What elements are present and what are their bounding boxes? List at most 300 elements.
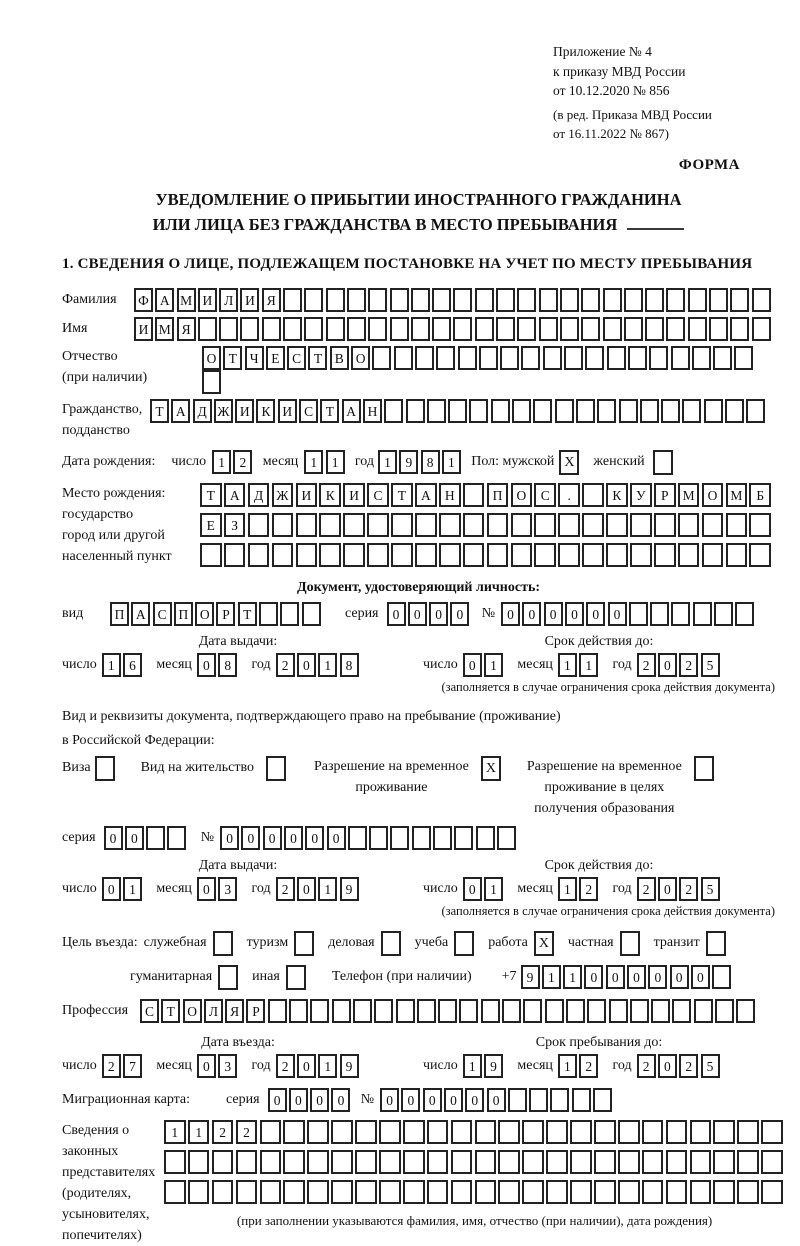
form-cell bbox=[517, 317, 536, 341]
form-cell: 2 bbox=[212, 1120, 234, 1144]
form-cell bbox=[500, 346, 519, 370]
stay-month-cells bbox=[558, 1054, 601, 1078]
form-cell: И bbox=[134, 317, 153, 341]
form-title bbox=[62, 188, 775, 238]
form-cell bbox=[268, 999, 287, 1023]
form-cell: 9 bbox=[340, 1054, 359, 1078]
form-cell bbox=[458, 346, 477, 370]
day-label: число bbox=[62, 1058, 97, 1074]
patronymic-row bbox=[62, 346, 775, 394]
form-cell bbox=[272, 513, 294, 537]
form-cell: 9 bbox=[484, 1054, 503, 1078]
res-nomer-cells bbox=[220, 826, 518, 850]
form-cell bbox=[630, 543, 652, 567]
form-cell bbox=[678, 513, 700, 537]
phone-label: Телефон (при наличии) bbox=[331, 969, 472, 985]
res-valid-year-cells bbox=[637, 877, 722, 901]
form-cell bbox=[709, 317, 728, 341]
patronymic-cells bbox=[202, 346, 775, 394]
form-cell: И bbox=[296, 483, 318, 507]
form-cell bbox=[469, 399, 488, 423]
form-cell bbox=[394, 346, 413, 370]
form-cell bbox=[545, 999, 564, 1023]
day-label: число bbox=[423, 656, 458, 672]
form-cell bbox=[629, 602, 648, 626]
doc-issue-col bbox=[62, 634, 414, 677]
form-cell bbox=[618, 1120, 640, 1144]
form-cell bbox=[593, 1088, 612, 1112]
form-cell: . bbox=[558, 483, 580, 507]
legal-reps-label-line1: Сведения о bbox=[62, 1123, 130, 1139]
res-dates bbox=[62, 858, 775, 901]
phone-cells bbox=[521, 965, 734, 989]
form-cell bbox=[390, 826, 409, 850]
form-cell bbox=[496, 288, 515, 312]
form-cell bbox=[666, 1180, 688, 1204]
form-cell: 2 bbox=[679, 877, 698, 901]
form-cell bbox=[603, 288, 622, 312]
form-cell bbox=[746, 399, 765, 423]
form-cell: С bbox=[153, 602, 172, 626]
checkbox-purpose-inaya bbox=[286, 965, 306, 990]
sex-female-label: женский bbox=[593, 453, 645, 469]
form-cell: 2 bbox=[579, 1054, 598, 1078]
form-cell: 3 bbox=[218, 877, 237, 901]
year-label: год bbox=[612, 656, 632, 672]
form-cell: 1 bbox=[484, 877, 503, 901]
form-cell bbox=[368, 317, 387, 341]
form-cell: Е bbox=[266, 346, 285, 370]
residence-doc-line1: Вид и реквизиты документа, подтверждающего право на пребывание (проживание) bbox=[62, 708, 561, 724]
form-cell: 0 bbox=[408, 602, 427, 626]
form-cell: 1 bbox=[164, 1120, 186, 1144]
form-cell: 9 bbox=[399, 450, 418, 474]
birth-date-label: Дата рождения: bbox=[62, 453, 156, 469]
form-cell: 0 bbox=[487, 1088, 506, 1112]
form-cell bbox=[624, 288, 643, 312]
form-cell bbox=[403, 1150, 425, 1174]
name-cells bbox=[134, 317, 773, 341]
entry-dates bbox=[62, 1035, 775, 1078]
doc-issue-month-cells bbox=[197, 653, 240, 677]
form-cell: 0 bbox=[197, 653, 216, 677]
form-cell bbox=[343, 543, 365, 567]
form-cell bbox=[581, 317, 600, 341]
temp-permit-label-line1: Разрешение на временное bbox=[313, 759, 469, 775]
form-cell: А bbox=[171, 399, 190, 423]
form-cell: 2 bbox=[637, 1054, 656, 1078]
form-cell bbox=[522, 1120, 544, 1144]
form-cell bbox=[379, 1180, 401, 1204]
birth-place-cells-3 bbox=[200, 543, 773, 567]
form-cell bbox=[630, 999, 649, 1023]
form-cell: О bbox=[702, 483, 724, 507]
form-cell bbox=[749, 543, 771, 567]
form-cell bbox=[487, 543, 509, 567]
form-cell bbox=[761, 1150, 783, 1174]
stay-year-cells bbox=[637, 1054, 722, 1078]
form-cell bbox=[272, 543, 294, 567]
form-cell bbox=[463, 483, 485, 507]
form-cell bbox=[546, 1150, 568, 1174]
edition-block bbox=[553, 106, 743, 144]
form-cell: 0 bbox=[463, 653, 482, 677]
form-cell bbox=[374, 999, 393, 1023]
birth-place-label-line1: Место рождения: bbox=[62, 485, 166, 501]
form-cell: Р bbox=[654, 483, 676, 507]
form-cell bbox=[752, 288, 771, 312]
form-cell bbox=[476, 826, 495, 850]
form-cell bbox=[296, 543, 318, 567]
form-title-line2 bbox=[62, 213, 775, 238]
form-cell: 1 bbox=[542, 965, 561, 989]
form-cell: 1 bbox=[558, 877, 577, 901]
form-cell bbox=[224, 543, 246, 567]
form-cell: С bbox=[140, 999, 159, 1023]
temp-permit-edu-label-line1: Разрешение на временное bbox=[526, 759, 682, 775]
form-cell: И bbox=[240, 288, 259, 312]
form-cell: О bbox=[195, 602, 214, 626]
surname-cells bbox=[134, 288, 773, 312]
citizenship-label-line2: подданство bbox=[62, 422, 130, 438]
appendix-block bbox=[553, 42, 743, 143]
form-cell bbox=[283, 1180, 305, 1204]
form-cell bbox=[390, 288, 409, 312]
form-cell bbox=[498, 1120, 520, 1144]
form-cell bbox=[439, 513, 461, 537]
citizenship-row bbox=[62, 399, 775, 441]
form-cell: З bbox=[224, 513, 246, 537]
doc-issue-group bbox=[62, 653, 414, 677]
form-cell: Ж bbox=[214, 399, 233, 423]
form-cell bbox=[624, 317, 643, 341]
form-cell: 0 bbox=[658, 653, 677, 677]
form-cell: 0 bbox=[658, 877, 677, 901]
month-label: месяц bbox=[517, 1058, 553, 1074]
form-cell bbox=[534, 543, 556, 567]
form-cell: У bbox=[630, 483, 652, 507]
form-cell: 0 bbox=[463, 877, 482, 901]
form-cell bbox=[188, 1180, 210, 1204]
form-cell: Ф bbox=[134, 288, 153, 312]
form-cell: 6 bbox=[123, 653, 142, 677]
stay-until-group bbox=[423, 1054, 775, 1078]
form-cell bbox=[260, 1180, 282, 1204]
form-cell bbox=[331, 1120, 353, 1144]
year-label: год bbox=[251, 881, 271, 897]
form-cell: 0 bbox=[429, 602, 448, 626]
form-cell: Т bbox=[238, 602, 257, 626]
edition-line: (в ред. Приказа МВД России bbox=[553, 106, 712, 122]
form-cell bbox=[319, 513, 341, 537]
form-cell: Т bbox=[200, 483, 222, 507]
residence-doc-paragraph bbox=[62, 705, 775, 753]
entry-date-group bbox=[62, 1054, 414, 1078]
form-cell: 1 bbox=[563, 965, 582, 989]
form-title-line1: УВЕДОМЛЕНИЕ О ПРИБЫТИИ ИНОСТРАННОГО ГРАЖДАНИНА bbox=[155, 190, 682, 210]
form-cell: 0 bbox=[284, 826, 303, 850]
form-cell: 0 bbox=[197, 1054, 216, 1078]
permit-options-row bbox=[62, 756, 775, 819]
form-cell bbox=[432, 288, 451, 312]
form-cell bbox=[307, 1180, 329, 1204]
legal-reps-label bbox=[62, 1120, 164, 1246]
form-cell bbox=[560, 317, 579, 341]
month-label: месяц bbox=[156, 881, 192, 897]
form-cell: 8 bbox=[421, 450, 440, 474]
form-cell bbox=[725, 399, 744, 423]
form-cell: 1 bbox=[442, 450, 461, 474]
form-cell bbox=[606, 513, 628, 537]
month-label: месяц bbox=[517, 656, 553, 672]
form-cell bbox=[248, 543, 270, 567]
form-cell: 0 bbox=[297, 653, 316, 677]
form-cell bbox=[454, 826, 473, 850]
form-cell bbox=[702, 513, 724, 537]
form-cell: 0 bbox=[401, 1088, 420, 1112]
res-valid-day-cells bbox=[463, 877, 506, 901]
checkbox-female bbox=[653, 450, 673, 475]
form-cell bbox=[415, 346, 434, 370]
migr-seriya-label: серия bbox=[226, 1092, 260, 1108]
form-cell bbox=[649, 346, 668, 370]
appendix-line: от 10.12.2020 № 856 bbox=[553, 83, 670, 99]
form-cell bbox=[688, 288, 707, 312]
form-cell bbox=[603, 317, 622, 341]
visa-label: Виза bbox=[62, 760, 91, 776]
form-cell bbox=[713, 1120, 735, 1144]
form-cell bbox=[403, 1120, 425, 1144]
form-cell: 2 bbox=[102, 1054, 121, 1078]
profession-cells bbox=[140, 999, 758, 1023]
form-cell bbox=[347, 317, 366, 341]
form-cell: Ж bbox=[272, 483, 294, 507]
day-label: число bbox=[423, 881, 458, 897]
form-cell bbox=[417, 999, 436, 1023]
form-cell: 7 bbox=[123, 1054, 142, 1078]
purpose-item-label: работа bbox=[488, 935, 528, 951]
form-cell bbox=[661, 399, 680, 423]
entry-date-col bbox=[62, 1035, 414, 1078]
form-cell: 0 bbox=[586, 602, 605, 626]
form-cell bbox=[570, 1120, 592, 1144]
form-cell bbox=[713, 1180, 735, 1204]
legal-reps-row bbox=[62, 1120, 775, 1246]
form-cell: Н bbox=[363, 399, 382, 423]
form-cell bbox=[539, 317, 558, 341]
form-cell: И bbox=[235, 399, 254, 423]
form-cell: 1 bbox=[579, 653, 598, 677]
entry-day-cells bbox=[102, 1054, 145, 1078]
form-cell: К bbox=[606, 483, 628, 507]
checkbox-temp-permit-edu bbox=[694, 756, 714, 781]
form-cell bbox=[564, 346, 583, 370]
month-label: месяц bbox=[262, 453, 299, 469]
checkbox-purpose-chastnaya bbox=[620, 931, 640, 956]
form-cell bbox=[304, 288, 323, 312]
form-cell bbox=[566, 999, 585, 1023]
form-cell bbox=[570, 1150, 592, 1174]
form-cell: 0 bbox=[627, 965, 646, 989]
form-cell bbox=[296, 513, 318, 537]
form-cell bbox=[581, 288, 600, 312]
legal-reps-label-line2: законных bbox=[62, 1144, 119, 1160]
res-issue-head: Дата выдачи: bbox=[198, 858, 278, 874]
form-cell bbox=[606, 543, 628, 567]
surname-label: Фамилия bbox=[62, 291, 117, 307]
month-label: месяц bbox=[156, 1058, 192, 1074]
temp-permit-label bbox=[314, 756, 469, 798]
form-cell bbox=[438, 999, 457, 1023]
appendix-line: к приказу МВД России bbox=[553, 63, 686, 79]
form-cell bbox=[307, 1150, 329, 1174]
form-cell bbox=[496, 317, 515, 341]
doc-issue-day-cells bbox=[102, 653, 145, 677]
form-cell bbox=[511, 543, 533, 567]
temp-permit-edu-label-line2: проживание в целях bbox=[544, 780, 665, 796]
checkbox-purpose-rabota: X bbox=[534, 931, 554, 956]
migration-card-label: Миграционная карта: bbox=[62, 1092, 191, 1108]
residence-permit-label: Вид на жительство bbox=[140, 760, 254, 776]
citizenship-cells bbox=[150, 399, 768, 423]
form-cell: П bbox=[174, 602, 193, 626]
res-issue-year-cells bbox=[276, 877, 361, 901]
form-cell bbox=[690, 1120, 712, 1144]
form-cell: Т bbox=[320, 399, 339, 423]
form-cell bbox=[609, 999, 628, 1023]
form-cell: 0 bbox=[125, 826, 144, 850]
edition-line: от 16.11.2022 № 867) bbox=[553, 125, 670, 141]
form-cell bbox=[594, 1120, 616, 1144]
legal-reps-cells-2 bbox=[164, 1150, 785, 1174]
form-cell: Е bbox=[200, 513, 222, 537]
form-cell bbox=[367, 543, 389, 567]
form-cell: Я bbox=[262, 288, 281, 312]
form-cell: 1 bbox=[378, 450, 397, 474]
form-cell bbox=[619, 399, 638, 423]
form-title-line2-text: ИЛИ ЛИЦА БЕЗ ГРАЖДАНСТВА В МЕСТО ПРЕБЫВАНИЯ bbox=[152, 215, 618, 235]
form-cell bbox=[198, 317, 217, 341]
form-cell bbox=[372, 346, 391, 370]
res-valid-head: Срок действия до: bbox=[544, 858, 654, 874]
form-cell bbox=[558, 543, 580, 567]
form-cell bbox=[236, 1180, 258, 1204]
form-cell: П bbox=[110, 602, 129, 626]
form-cell: 0 bbox=[544, 602, 563, 626]
form-cell bbox=[451, 1120, 473, 1144]
form-cell bbox=[391, 543, 413, 567]
form-cell bbox=[202, 370, 221, 394]
day-label: число bbox=[62, 881, 97, 897]
form-cell bbox=[607, 346, 626, 370]
form-cell bbox=[529, 1088, 548, 1112]
form-cell bbox=[693, 602, 712, 626]
form-cell bbox=[714, 602, 733, 626]
form-cell bbox=[730, 288, 749, 312]
form-cell bbox=[240, 317, 259, 341]
form-cell bbox=[672, 999, 691, 1023]
form-cell: 0 bbox=[297, 1054, 316, 1078]
form-cell: 2 bbox=[276, 653, 295, 677]
form-cell bbox=[704, 399, 723, 423]
form-cell bbox=[546, 1180, 568, 1204]
form-cell bbox=[403, 1180, 425, 1204]
form-cell bbox=[367, 513, 389, 537]
form-cell bbox=[585, 346, 604, 370]
form-cell: 0 bbox=[241, 826, 260, 850]
form-cell: А bbox=[131, 602, 150, 626]
res-valid-month-cells bbox=[558, 877, 601, 901]
form-cell: 0 bbox=[327, 826, 346, 850]
temp-permit-label-line2: проживание bbox=[355, 780, 428, 796]
form-cell: 0 bbox=[380, 1088, 399, 1112]
month-label: месяц bbox=[517, 881, 553, 897]
form-cell: 0 bbox=[289, 1088, 308, 1112]
form-cell bbox=[628, 346, 647, 370]
form-cell bbox=[355, 1150, 377, 1174]
form-cell: М bbox=[678, 483, 700, 507]
form-cell bbox=[666, 317, 685, 341]
legal-reps-cells-1 bbox=[164, 1120, 785, 1144]
form-cell: 2 bbox=[276, 877, 295, 901]
appendix-line: Приложение № 4 bbox=[553, 44, 652, 59]
form-cell: О bbox=[183, 999, 202, 1023]
form-cell bbox=[475, 317, 494, 341]
form-cell bbox=[713, 1150, 735, 1174]
form-cell bbox=[594, 1180, 616, 1204]
header bbox=[62, 0, 775, 143]
entry-date-head: Дата въезда: bbox=[201, 1035, 275, 1051]
form-cell bbox=[219, 317, 238, 341]
birth-place-label bbox=[62, 483, 200, 567]
form-cell bbox=[543, 346, 562, 370]
form-cell: Я bbox=[177, 317, 196, 341]
form-cell bbox=[411, 288, 430, 312]
stay-until-head: Срок пребывания до: bbox=[535, 1035, 663, 1051]
form-cell bbox=[512, 399, 531, 423]
form-cell: 0 bbox=[670, 965, 689, 989]
migr-seriya-cells bbox=[268, 1088, 353, 1112]
form-cell: С bbox=[534, 483, 556, 507]
form-cell: Л bbox=[219, 288, 238, 312]
form-cell: 0 bbox=[297, 877, 316, 901]
form-cell bbox=[508, 1088, 527, 1112]
res-valid-group bbox=[423, 877, 775, 901]
form-cell bbox=[692, 346, 711, 370]
birth-place-label-line4: населенный пункт bbox=[62, 548, 172, 564]
form-cell bbox=[642, 1120, 664, 1144]
year-label: год bbox=[251, 656, 271, 672]
sex-male-label: Пол: мужской bbox=[471, 453, 555, 469]
form-cell bbox=[262, 317, 281, 341]
form-cell bbox=[502, 999, 521, 1023]
form-cell: 0 bbox=[104, 826, 123, 850]
patronymic-label-line2: (при наличии) bbox=[62, 369, 148, 385]
birth-place-cells-2 bbox=[200, 513, 773, 537]
form-cell bbox=[283, 317, 302, 341]
form-cell bbox=[761, 1180, 783, 1204]
purpose-item-label: транзит bbox=[653, 935, 700, 951]
purpose-label: Цель въезда: bbox=[62, 935, 138, 951]
form-cell bbox=[304, 317, 323, 341]
legal-reps-label-line5: усыновителях, bbox=[62, 1207, 150, 1223]
form-cell: М bbox=[177, 288, 196, 312]
form-cell bbox=[497, 826, 516, 850]
form-cell bbox=[558, 513, 580, 537]
form-cell bbox=[289, 999, 308, 1023]
form-cell: Б bbox=[749, 483, 771, 507]
form-cell bbox=[331, 1180, 353, 1204]
